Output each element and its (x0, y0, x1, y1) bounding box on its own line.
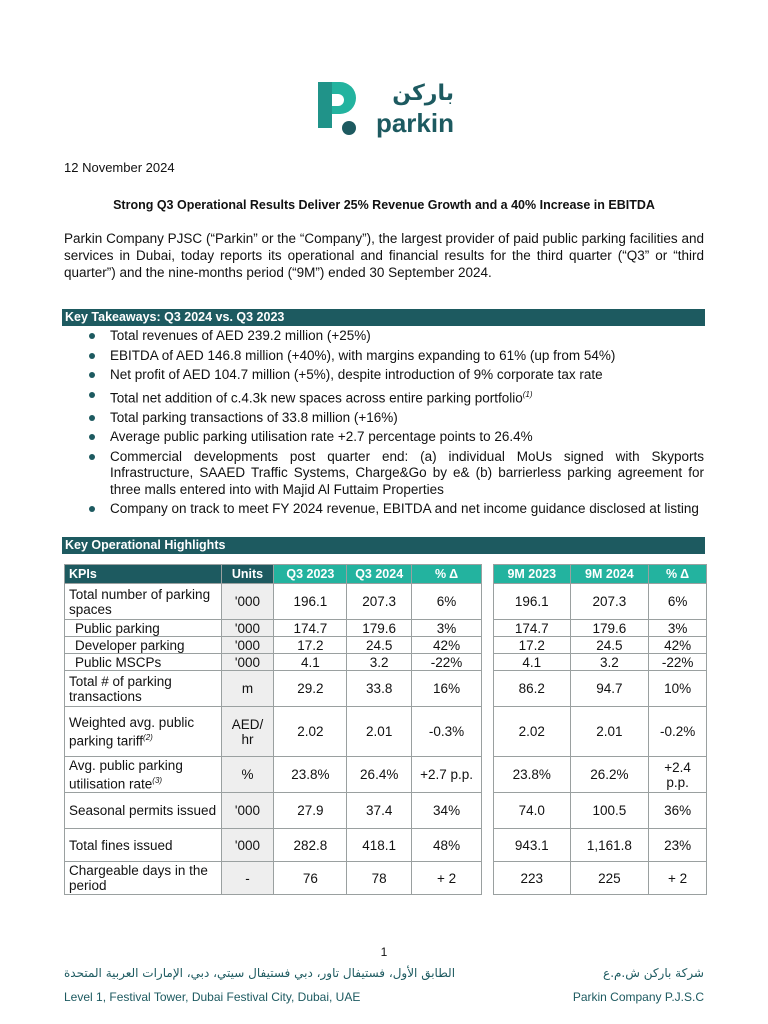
value-cell: 78 (347, 862, 412, 895)
bullet-icon (89, 506, 95, 512)
kpi-label: Public MSCPs (65, 654, 222, 671)
delta-cell: 42% (649, 637, 707, 654)
delta-cell: 42% (412, 637, 482, 654)
value-cell: 29.2 (274, 671, 347, 707)
delta-cell: 23% (649, 829, 707, 862)
value-cell: 17.2 (494, 637, 571, 654)
press-release-date: 12 November 2024 (64, 160, 175, 175)
value-cell: 23.8% (274, 757, 347, 793)
value-cell: 3.2 (347, 654, 412, 671)
kpi-label: Chargeable days in the period (65, 862, 222, 895)
delta-cell: 16% (412, 671, 482, 707)
intro-paragraph: Parkin Company PJSC (“Parkin” or the “Company”), the largest provider of paid public parking facilities and services in Dubai, today reports its operational and financial results for the third quarter (“Q3” or “third quarter”) and the nine-months period (“9M”) ended 30 September 2024. (64, 231, 704, 280)
table-row (65, 654, 482, 671)
bullet-icon (89, 415, 95, 421)
page-number: 1 (380, 945, 388, 959)
table-row (65, 707, 482, 757)
delta-cell: + 2 (412, 862, 482, 895)
value-cell: 207.3 (570, 584, 649, 620)
kpi-label: Total # of parking transactions (65, 671, 222, 707)
kpi-table-quarter (64, 564, 482, 895)
footer-address-english: Level 1, Festival Tower, Dubai Festival City, Dubai, UAE (64, 990, 361, 1004)
value-cell: 26.4% (347, 757, 412, 793)
takeaways-list (80, 328, 704, 521)
table-row (494, 620, 707, 637)
table-row (494, 757, 707, 793)
delta-cell: -0.2% (649, 707, 707, 757)
kpi-label: Avg. public parking utilisation rate$^{(3)}$ (65, 757, 222, 793)
value-cell: 196.1 (274, 584, 347, 620)
delta-cell: -22% (649, 654, 707, 671)
kpi-label: Total number of parking spaces (65, 584, 222, 620)
value-cell: 2.01 (347, 707, 412, 757)
column-header: Q3 2024 (347, 565, 412, 584)
highlights-heading: Key Operational Highlights (62, 537, 705, 554)
table-row (494, 584, 707, 620)
value-cell: 2.02 (274, 707, 347, 757)
value-cell: 4.1 (274, 654, 347, 671)
unit-cell: '000 (221, 793, 274, 829)
value-cell: 179.6 (570, 620, 649, 637)
value-cell: 27.9 (274, 793, 347, 829)
delta-cell: -22% (412, 654, 482, 671)
list-item: Commercial developments post quarter end: (a) individual MoUs signed with Skyports Infrastructure, SAAED Traffic Systems, Charge&Go by e& (b) barrierless parking agreement for three malls entered into with Majid Al Futtaim Properties (80, 449, 704, 499)
footnote-marker: (3) (152, 775, 163, 785)
unit-cell: m (221, 671, 274, 707)
footer-address-arabic: الطابق الأول، فستيفال تاور، دبي فستيفال سيتي، دبي، الإمارات العربية المتحدة (64, 966, 456, 980)
bullet-icon (89, 372, 95, 378)
column-header: 9M 2023 (494, 565, 571, 584)
value-cell: 74.0 (494, 793, 571, 829)
value-cell: 100.5 (570, 793, 649, 829)
footnote-marker: (1) (522, 389, 533, 399)
kpi-label: Public parking (65, 620, 222, 637)
column-header: KPIs (65, 565, 222, 584)
unit-cell: % (221, 757, 274, 793)
list-item: Total net addition of c.4.3k new spaces across entire parking portfolio$^{(1)}$ (80, 387, 704, 407)
delta-cell: 6% (412, 584, 482, 620)
unit-cell: AED/ hr (221, 707, 274, 757)
delta-cell: 36% (649, 793, 707, 829)
list-item: Net profit of AED 104.7 million (+5%), despite introduction of 9% corporate tax rate (80, 367, 704, 384)
table-row (65, 793, 482, 829)
logo-latin-text: parkin (375, 108, 454, 138)
footer-company-english: Parkin Company P.J.S.C (572, 990, 704, 1004)
list-item: Total revenues of AED 239.2 million (+25%) (80, 328, 704, 345)
kpi-label: Developer parking (65, 637, 222, 654)
value-cell: 23.8% (494, 757, 571, 793)
value-cell: 174.7 (494, 620, 571, 637)
list-item: Total parking transactions of 33.8 million (+16%) (80, 410, 704, 427)
table-row (65, 637, 482, 654)
takeaways-heading: Key Takeaways: Q3 2024 vs. Q3 2023 (62, 309, 705, 326)
value-cell: 76 (274, 862, 347, 895)
bullet-icon (89, 454, 95, 460)
value-cell: 3.2 (570, 654, 649, 671)
value-cell: 17.2 (274, 637, 347, 654)
table-row (494, 671, 707, 707)
table-row (494, 707, 707, 757)
unit-cell: - (221, 862, 274, 895)
delta-cell: +2.7 p.p. (412, 757, 482, 793)
value-cell: 174.7 (274, 620, 347, 637)
footer-company-arabic: شركة باركن ش.م.ع (603, 966, 704, 980)
column-header: Q3 2023 (274, 565, 347, 584)
table-row (494, 637, 707, 654)
bullet-icon (89, 333, 95, 339)
bullet-icon (89, 353, 95, 359)
delta-cell: + 2 (649, 862, 707, 895)
table-row (494, 793, 707, 829)
delta-cell: -0.3% (412, 707, 482, 757)
value-cell: 225 (570, 862, 649, 895)
table-row (65, 584, 482, 620)
value-cell: 33.8 (347, 671, 412, 707)
value-cell: 418.1 (347, 829, 412, 862)
unit-cell: '000 (221, 829, 274, 862)
footnote-marker: (2) (143, 732, 153, 742)
value-cell: 223 (494, 862, 571, 895)
delta-cell: 6% (649, 584, 707, 620)
delta-cell: 10% (649, 671, 707, 707)
value-cell: 4.1 (494, 654, 571, 671)
parkin-p-logo-icon (316, 80, 358, 138)
value-cell: 24.5 (347, 637, 412, 654)
value-cell: 179.6 (347, 620, 412, 637)
bullet-icon (89, 434, 95, 440)
table-row (65, 829, 482, 862)
value-cell: 2.01 (570, 707, 649, 757)
kpi-label: Total fines issued (65, 829, 222, 862)
column-header: % Δ (649, 565, 707, 584)
list-item: EBITDA of AED 146.8 million (+40%), with margins expanding to 61% (up from 54%) (80, 348, 704, 365)
unit-cell: '000 (221, 620, 274, 637)
table-row (65, 757, 482, 793)
table-row (494, 829, 707, 862)
value-cell: 207.3 (347, 584, 412, 620)
table-row (494, 862, 707, 895)
company-logo (316, 80, 456, 138)
value-cell: 943.1 (494, 829, 571, 862)
logo-arabic-text: باركن (392, 81, 454, 106)
kpi-table-nine-months (493, 564, 707, 895)
value-cell: 1,161.8 (570, 829, 649, 862)
value-cell: 196.1 (494, 584, 571, 620)
delta-cell: 3% (412, 620, 482, 637)
unit-cell: '000 (221, 637, 274, 654)
table-row (494, 654, 707, 671)
delta-cell: 48% (412, 829, 482, 862)
table-row (65, 671, 482, 707)
headline: Strong Q3 Operational Results Deliver 25% Revenue Growth and a 40% Increase in EBITDA (113, 198, 655, 212)
value-cell: 94.7 (570, 671, 649, 707)
kpi-label: Seasonal permits issued (65, 793, 222, 829)
unit-cell: '000 (221, 654, 274, 671)
list-item: Average public parking utilisation rate +2.7 percentage points to 26.4% (80, 429, 704, 446)
column-header: 9M 2024 (570, 565, 649, 584)
value-cell: 2.02 (494, 707, 571, 757)
unit-cell: '000 (221, 584, 274, 620)
table-row (65, 862, 482, 895)
list-item: Company on track to meet FY 2024 revenue, EBITDA and net income guidance disclosed at listing (80, 501, 704, 518)
value-cell: 24.5 (570, 637, 649, 654)
delta-cell: 34% (412, 793, 482, 829)
column-header: % Δ (412, 565, 482, 584)
delta-cell: +2.4 p.p. (649, 757, 707, 793)
value-cell: 26.2% (570, 757, 649, 793)
delta-cell: 3% (649, 620, 707, 637)
value-cell: 37.4 (347, 793, 412, 829)
bullet-icon (89, 392, 95, 398)
column-header: Units (221, 565, 274, 584)
kpi-label: Weighted avg. public parking tariff$^{(2)}$ (65, 707, 222, 757)
value-cell: 86.2 (494, 671, 571, 707)
table-row (65, 620, 482, 637)
value-cell: 282.8 (274, 829, 347, 862)
